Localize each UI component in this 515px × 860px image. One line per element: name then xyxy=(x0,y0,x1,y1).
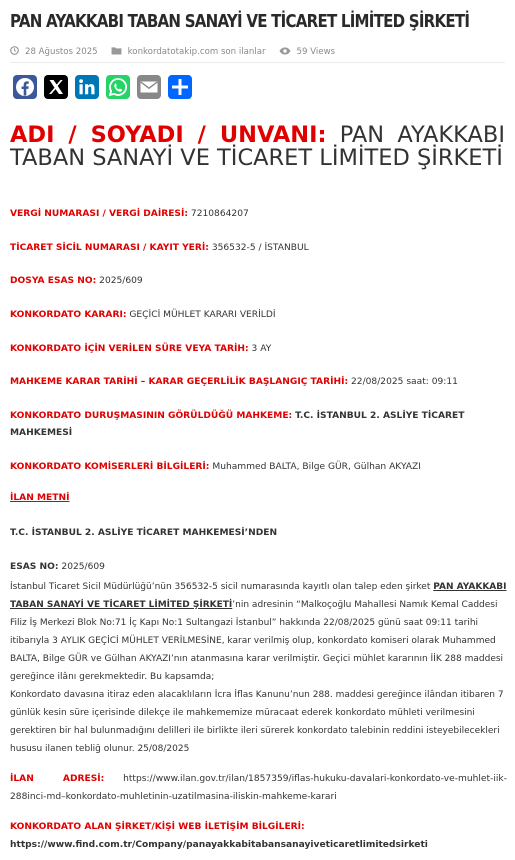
web-contact-heading: KONKORDATO ALAN ŞİRKET/KİŞİ WEB İLETİŞİM BİLGİLERİ: xyxy=(10,822,305,832)
field-label: KONKORDATO KARARI: xyxy=(10,310,127,320)
article-meta xyxy=(10,46,505,58)
field-value: T.C. İSTANBUL 2. ASLİYE TİCARET MAHKEMESİ xyxy=(10,411,465,438)
linkedin-icon xyxy=(75,75,99,99)
meta-views-text: 59 Views xyxy=(296,47,336,57)
field-value: 356532-5 / İSTANBUL xyxy=(211,243,309,253)
field-label: DOSYA ESAS NO: xyxy=(10,276,97,286)
company-headline xyxy=(10,124,505,170)
meta-category-link[interactable]: konkordatotakip.com son ilanlar xyxy=(127,47,266,57)
ilan-adresi-url[interactable]: https://www.ilan.gov.tr/ilan/1857359/iflas-hukuku-davalari-konkordato-ve-muhlet-iik-288inci-md–konkordato-muhletinin-uzatilmasina-iliskin-mahkeme-karari xyxy=(10,774,507,802)
paragraph-end: ’nin adresinin “Malkoçoğlu Mahallesi Namık Kemal Caddesi Filiz İş Merkezi Blok No:71 İç Kapı No:1 Sultangazi İstanbul” hakkında 22/08/2025 günü saat 09:11 tarihi itibarıyla 3 AYLIK GEÇİCİ MÜHLET VERİLMESİNE, karar verilmiş olup, konkordato komiseri olarak Muhammed BALTA, Bilge GÜR ve Gülhan AKYAZI’nın atanmasına karar verilmiştir. Geçici mühlet kararının İİK 288 maddesi gereğince ilânı gerekmektedir. Bu kapsamda; xyxy=(10,600,504,682)
meta-views xyxy=(279,47,336,58)
x-share-button[interactable] xyxy=(44,75,68,99)
field-value: 2025/609 xyxy=(99,276,143,286)
field-mahkeme xyxy=(10,408,505,442)
field-label: MAHKEME KARAR TARİHİ – KARAR GEÇERLİLİK BAŞLANGIÇ TARİHİ: xyxy=(10,377,349,387)
field-label: VERGİ NUMARASI / VERGİ DAİRESİ: xyxy=(10,209,188,219)
esas-label: ESAS NO: xyxy=(10,562,59,572)
meta-category[interactable] xyxy=(111,46,266,58)
field-label: TİCARET SİCİL NUMARASI / KAYIT YERİ: xyxy=(10,243,209,253)
ilan-adresi-label: İLAN ADRESİ: xyxy=(10,774,105,784)
share-button[interactable] xyxy=(168,75,192,99)
field-value: GEÇİCİ MÜHLET KARARI VERİLDİ xyxy=(129,310,276,320)
email-icon xyxy=(137,75,161,99)
article-title: PAN AYAKKABI TABAN SANAYİ VE TİCARET LİMİTED ŞİRKETİ xyxy=(10,12,470,32)
ilan-adresi xyxy=(10,770,507,806)
esas-value: 2025/609 xyxy=(61,562,105,572)
field-value: 22/08/2025 saat: 09:11 xyxy=(351,377,458,387)
field-value: 3 AY xyxy=(251,344,272,354)
notice-paragraph-2: Konkordato davasına itiraz eden alacaklıların İcra İflas Kanunu’nun 288. maddesi gereğince ilândan itibaren 7 günlük kesin süre içerisinde dilekçe ile mahkememize müracaat ederek konkordato mühleti verilmesini gerektiren bir hal bulunmadığını delilleri ile birlikte ileri sürerek konkordato talebinin reddini isteyebilecekleri hususu ilanen tebliğ olunur. 25/08/2025 xyxy=(10,690,504,754)
field-tarih xyxy=(10,374,505,390)
plus-icon xyxy=(168,75,192,99)
whatsapp-icon xyxy=(106,75,130,99)
field-dosya xyxy=(10,273,505,289)
email-share-button[interactable] xyxy=(137,75,161,99)
x-icon xyxy=(44,75,68,99)
field-label: KONKORDATO İÇİN VERİLEN SÜRE VEYA TARİH: xyxy=(10,344,249,354)
field-value: Muhammed BALTA, Bilge GÜR, Gülhan AKYAZI xyxy=(212,462,421,472)
company-name-link: PAN AYAKKABI TABAN SANAYİ VE TİCARET LİMİTED ŞİRKETİ xyxy=(10,582,507,610)
field-karar xyxy=(10,307,505,323)
headline-label: ADI / SOYADI / UNVANI: xyxy=(10,122,327,148)
field-value: 7210864207 xyxy=(190,209,249,219)
meta-date xyxy=(10,46,98,58)
linkedin-share-button[interactable] xyxy=(75,75,99,99)
eye-icon xyxy=(279,47,291,58)
ilan-metni-heading: İLAN METNİ xyxy=(10,493,70,503)
esas-no xyxy=(10,562,105,572)
notice-body xyxy=(10,578,507,758)
notice-paragraph-1 xyxy=(10,578,507,686)
share-bar xyxy=(13,75,192,99)
field-sure xyxy=(10,341,505,357)
court-heading: T.C. İSTANBUL 2. ASLİYE TİCARET MAHKEMESİ’NDEN xyxy=(10,528,278,538)
whatsapp-share-button[interactable] xyxy=(106,75,130,99)
field-label: KONKORDATO DURUŞMASININ GÖRÜLDÜĞÜ MAHKEME: xyxy=(10,411,293,421)
web-contact-url[interactable]: https://www.find.com.tr/Company/panayakkabitabansanayiveticaretlimitedsirketi xyxy=(10,840,428,850)
folder-icon xyxy=(111,46,122,58)
field-label: KONKORDATO KOMİSERLERİ BİLGİLERİ: xyxy=(10,462,210,472)
field-komiser xyxy=(10,459,505,475)
facebook-share-button[interactable] xyxy=(13,75,37,99)
field-sicil xyxy=(10,240,505,256)
meta-date-text: 28 Ağustos 2025 xyxy=(25,47,98,57)
clock-icon xyxy=(10,46,19,58)
facebook-icon xyxy=(13,75,37,99)
headline-value: PAN AYAKKABI TABAN SANAYİ VE TİCARET LİMİTED ŞİRKETİ xyxy=(10,122,505,171)
field-vergi xyxy=(10,206,505,222)
meta-divider xyxy=(10,62,505,63)
paragraph-start: İstanbul Ticaret Sicil Müdürlüğü’nün 356532-5 sicil numarasında kayıtlı olan talep eden şirket xyxy=(10,582,431,592)
